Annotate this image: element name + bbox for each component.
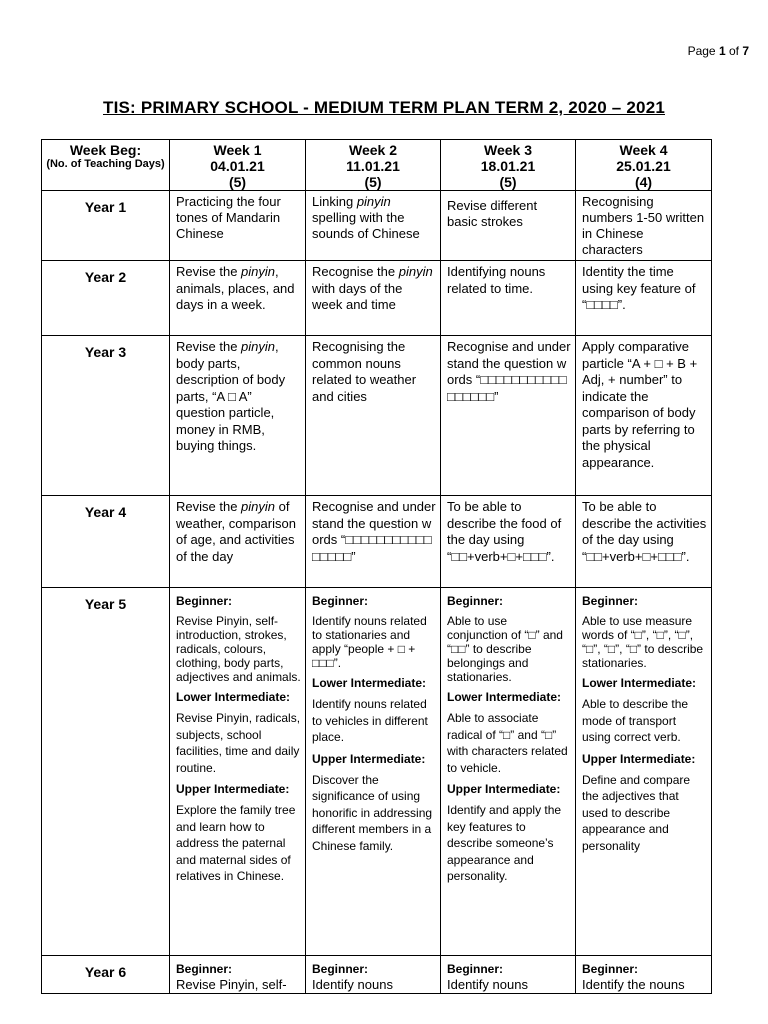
level-upper-intermediate: Upper Intermediate: [447, 782, 561, 796]
year-1-week-1: Practicing the four tones of Mandarin Chinese [170, 191, 306, 261]
year-3-week-4: Apply comparative particle “A + □ + B + Adj, + number” to indicate the comparison of body parts by referring to the physical appearance. [576, 336, 712, 496]
year-1-week-4: Recognising numbers 1-50 written in Chinese characters [576, 191, 712, 261]
row-label-year-1: Year 1 [42, 191, 170, 261]
row-label-year-5: Year 5 [42, 588, 170, 956]
table-row [42, 496, 712, 588]
week-2-header: Week 2 11.01.21 (5) [306, 140, 441, 191]
level-lower-intermediate: Lower Intermediate: [582, 676, 697, 690]
year-4-week-4: To be able to describe the activities of the day using “□□+verb+□+□□□”. [576, 496, 712, 588]
year-3-week-2: Recognising the common nouns related to weather and cities [306, 336, 441, 496]
year-2-week-3: Identifying nouns related to time. [441, 261, 576, 336]
table-row [42, 956, 712, 994]
year-1-week-2: Linking pinyin spelling with the sounds of Chinese [306, 191, 441, 261]
year-5-week-4: Beginner: Able to use measure words of “□”, “□”, “□”, “□”, “□”, “□” to describe stationaries. Lower Intermediate: Able to describe the mode of transport using correct verb. Upper Intermediate: Define and compare the adjectives that used to describe appearance and personality [576, 588, 712, 956]
year-4-week-2: Recognise and understand the question words “□□□□□□□□□□□□□□□□” [306, 496, 441, 588]
year-6-week-4: Beginner: Identify the nouns [576, 956, 712, 994]
level-upper-intermediate: Upper Intermediate: [312, 751, 426, 766]
page-number: Page 1 of 7 [687, 44, 749, 58]
year-5-week-3: Beginner: Able to use conjunction of “□” and “□□” to describe belongings and stationaries. Lower Intermediate: Able to associate radical of “□” and “□” with characters related to vehicle. Upper Intermediate: Identify and apply the key features to describe someone’s appearance and personality. [441, 588, 576, 956]
medium-term-plan-table [41, 139, 712, 994]
week-1-header: Week 1 04.01.21 (5) [170, 140, 306, 191]
year-3-week-3: Recognise and understand the question words “□□□□□□□□□□□□□□□□□” [441, 336, 576, 496]
row-label-year-3: Year 3 [42, 336, 170, 496]
table-row [42, 261, 712, 336]
year-1-week-3: Revise different basic strokes [441, 191, 576, 261]
year-4-week-3: To be able to describe the food of the day using “□□+verb+□+□□□”. [441, 496, 576, 588]
table-row [42, 191, 712, 261]
level-lower-intermediate: Lower Intermediate: [176, 690, 291, 704]
level-upper-intermediate: Upper Intermediate: [582, 751, 696, 766]
document-title: TIS: PRIMARY SCHOOL - MEDIUM TERM PLAN TERM 2, 2020 – 2021 [103, 98, 665, 117]
level-beginner: Beginner: [582, 594, 639, 608]
year-3-week-1: Revise the pinyin, body parts, description of body parts, “A □ A” question particle, money in RMB, buying things. [170, 336, 306, 496]
year-6-week-1: Beginner: Revise Pinyin, self- [170, 956, 306, 994]
level-beginner: Beginner: [312, 594, 369, 608]
week-beg-header: Week Beg: (No. of Teaching Days) [42, 140, 170, 191]
year-6-week-3: Beginner: Identify nouns [441, 956, 576, 994]
row-label-year-6: Year 6 [42, 956, 170, 994]
year-2-week-4: Identity the time using key feature of “□□□□”. [576, 261, 712, 336]
year-2-week-1: Revise the pinyin, animals, places, and days in a week. [170, 261, 306, 336]
header-row [42, 140, 712, 191]
level-beginner: Beginner: [176, 594, 233, 608]
level-upper-intermediate: Upper Intermediate: [176, 782, 290, 796]
row-label-year-4: Year 4 [42, 496, 170, 588]
week-4-header: Week 4 25.01.21 (4) [576, 140, 712, 191]
year-4-week-1: Revise the pinyin of weather, comparison of age, and activities of the day [170, 496, 306, 588]
level-beginner: Beginner: [447, 594, 504, 608]
year-5-week-1: Beginner: Revise Pinyin, self-introduction, strokes, radicals, colours, clothing, body parts, adjectives and animals. Lower Intermediate: Revise Pinyin, radicals, subjects, school facilities, time and daily routine. Upper Intermediate: Explore the family tree and learn how to address the paternal and maternal sides of relatives in Chinese. [170, 588, 306, 956]
level-lower-intermediate: Lower Intermediate: [447, 690, 562, 704]
year-5-week-2: Beginner: Identify nouns related to stationaries and apply “people + □ + □□□”. Lower Intermediate: Identify nouns related to vehicles in different place. Upper Intermediate: Discover the significance of using honorific in addressing different members in a Chinese family. [306, 588, 441, 956]
week-3-header: Week 3 18.01.21 (5) [441, 140, 576, 191]
level-lower-intermediate: Lower Intermediate: [312, 676, 427, 690]
table-row [42, 588, 712, 956]
row-label-year-2: Year 2 [42, 261, 170, 336]
table-row [42, 336, 712, 496]
year-6-week-2: Beginner: Identify nouns [306, 956, 441, 994]
year-2-week-2: Recognise the pinyin with days of the week and time [306, 261, 441, 336]
